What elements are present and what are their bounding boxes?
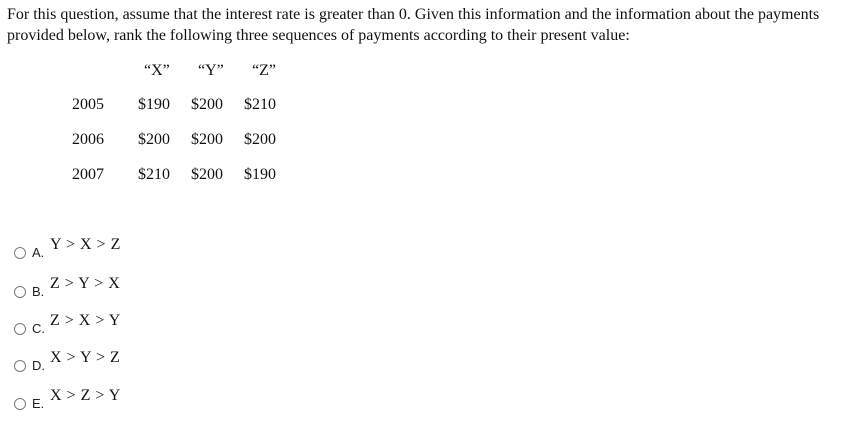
row-year: 2006: [72, 131, 104, 148]
table-cell: $190: [138, 96, 170, 113]
option-letter: E.: [32, 396, 45, 411]
option-text: X > Z > Y: [50, 387, 121, 404]
option-text: Y > X > Z: [50, 236, 121, 253]
table-cell: $200: [191, 166, 223, 183]
table-cell: $210: [244, 96, 276, 113]
option-text: Z > X > Y: [50, 312, 121, 329]
table-cell: $200: [244, 131, 276, 148]
column-header-x: “X”: [144, 62, 170, 79]
table-cell: $200: [138, 131, 170, 148]
option-text: Z > Y > X: [50, 275, 121, 292]
column-header-z: “Z”: [252, 62, 276, 79]
radio-button[interactable]: [14, 360, 26, 372]
table-cell: $210: [138, 166, 170, 183]
option-letter: D.: [32, 358, 45, 373]
row-year: 2005: [72, 96, 104, 113]
table-cell: $200: [191, 96, 223, 113]
option-letter: B.: [32, 284, 45, 299]
option-text: X > Y > Z: [50, 349, 121, 366]
radio-button[interactable]: [14, 398, 26, 410]
radio-button[interactable]: [14, 286, 26, 298]
radio-button[interactable]: [14, 247, 26, 259]
radio-button[interactable]: [14, 323, 26, 335]
option-letter: A.: [32, 245, 45, 260]
table-cell: $200: [191, 131, 223, 148]
question-text: For this question, assume that the interest rate is greater than 0. Given this information and the information about the payments provided below, rank the following three sequences of payments according to their present value:: [7, 6, 820, 44]
column-header-y: “Y”: [198, 62, 224, 79]
option-letter: C.: [32, 321, 45, 336]
row-year: 2007: [72, 166, 104, 183]
table-cell: $190: [244, 166, 276, 183]
